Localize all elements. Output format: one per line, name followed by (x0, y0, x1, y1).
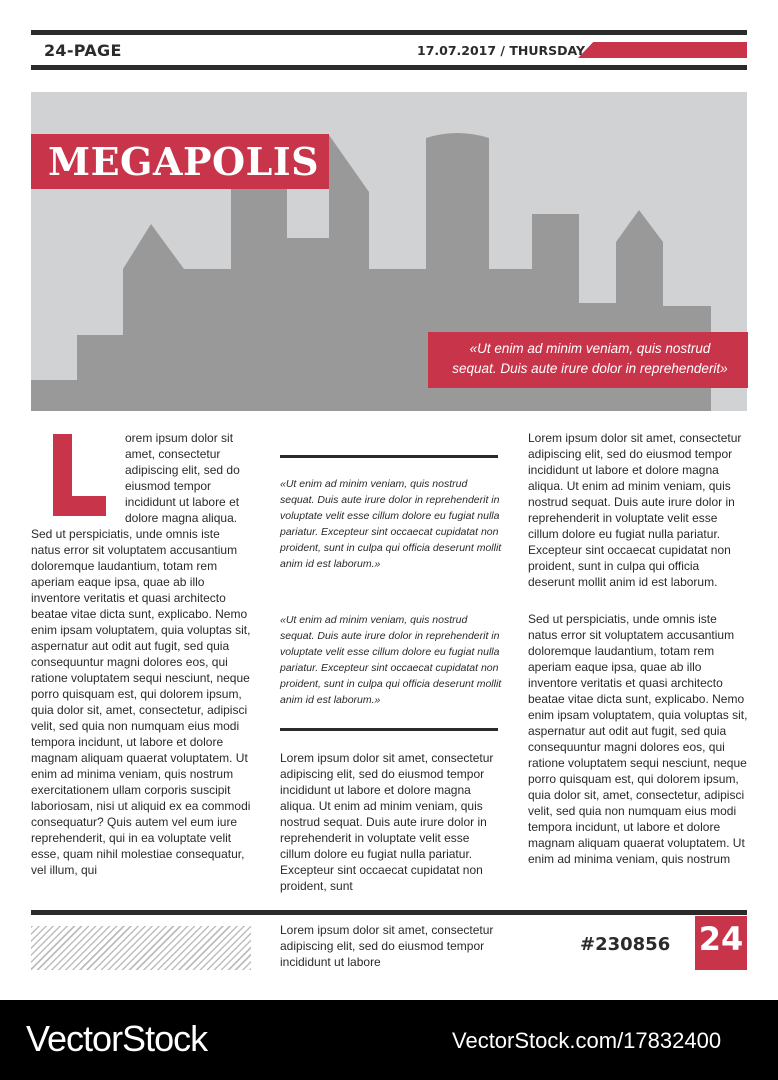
masthead-title: MEGAPOLIS (48, 139, 320, 184)
date-value: 17.07.2017 (417, 43, 497, 58)
watermark-url: VectorStock.com/17832400 (452, 1028, 722, 1053)
footer-rule (31, 910, 747, 915)
page-label: 24-PAGE (44, 41, 122, 60)
header-top-rule (31, 30, 747, 35)
article-body-column-3-para-2: Sed ut perspiciatis, unde omnis iste natus error sit voluptatem accusantium doloremque laudantium, totam rem aperiam eaque ipsa, quae ab illo inventore veritatis et quasi architecto beatae vitae dicta sunt, explicabo. Nemo enim ipsam voluptatem, quia voluptas sit, aspernatur aut odit aut fugit, sed quia consequuntur magni dolores eos, qui ratione voluptatem sequi nesciunt, neque porro quisquam est, qui dolorem ipsum, quia dolor sit, amet, consectetur, adipisci velit, sed quia non numquam eius modi tempora incidunt, ut labore et dolore magnam aliquam quaerat voluptatem. Ut enim ad minima veniam, quis nostrum (528, 612, 748, 866)
drop-cap (53, 434, 106, 516)
pullquote-top-rule (280, 455, 498, 458)
footer-text: Lorem ipsum dolor sit amet, consectetur adipiscing elit, sed do eiusmod tempor incididunt ut labore (280, 923, 494, 969)
pullquote-1: «Ut enim ad minim veniam, quis nostrud sequat. Duis aute irure dolor in reprehenderit in voluptate velit esse cillum dolore eu fugiat nulla pariatur. Excepteur sint occaecat cupidatat non proident, sunt in culpa qui officia deserunt mollit anim id est laborum.» (280, 478, 502, 570)
issue-date (417, 43, 585, 58)
hero-quote-line-2: sequat. Duis aute irure dolor in reprehenderit» (452, 361, 728, 376)
drop-cap-letter (53, 434, 106, 516)
date-separator: / (496, 43, 510, 58)
article-body-column-1: Sed ut perspiciatis, unde omnis iste natus error sit voluptatem accusantium doloremque laudantium, totam rem aperiam eaque ipsa, quae ab illo inventore veritatis et quasi architecto beatae vitae dicta sunt, explicabo. Nemo enim ipsam voluptatem, quia voluptas sit, aspernatur aut odit aut fugit, sed quia consequuntur magni dolores eos, qui ratione voluptatem sequi nesciunt, neque porro quisquam est, qui dolorem ipsum, quia dolor sit, amet, consectetur, adipisci velit, sed quia non numquam eius modi tempora incidunt, ut labore et dolore magnam aliquam quaerat voluptatem. Ut enim ad minima veniam, quis nostrum exercitationem ullam corporis suscipit laboriosam, nisi ut aliquid ex ea commodi consequatur? Quis autem vel eum iure reprehenderit, qui in ea voluptate velit esse, quam nihil molestiae consequatur, vel illum, qui (31, 527, 251, 877)
hero-quote (434, 339, 746, 379)
page-number: 24 (698, 920, 744, 958)
weekday: THURSDAY (509, 43, 586, 58)
watermark-brand: VectorStock (26, 1018, 208, 1059)
header-bottom-rule (31, 65, 747, 70)
pullquote-2: «Ut enim ad minim veniam, quis nostrud sequat. Duis aute irure dolor in reprehenderit in voluptate velit esse cillum dolore eu fugiat nulla pariatur. Excepteur sint occaecat cupidatat non proident, sunt in culpa qui officia deserunt mollit anim id est laborum.» (280, 614, 502, 706)
hero-quote-line-1: «Ut enim ad minim veniam, quis nostrud (469, 341, 711, 356)
issue-number: #230856 (580, 934, 671, 955)
footer-hatch-pattern (31, 926, 251, 970)
header-accent-stripe (578, 42, 747, 58)
article-body-column-3-para-1: Lorem ipsum dolor sit amet, consectetur adipiscing elit, sed do eiusmod tempor incididunt ut labore et dolore magna aliqua. Ut enim ad minim veniam, quis nostrud sequat. Duis aute irure dolor in reprehenderit in voluptate velit esse cillum dolore eu fugiat nulla pariatur. Excepteur sint occaecat cupidatat non proident, sunt in culpa qui officia deserunt mollit anim id est laborum. (528, 431, 742, 589)
article-intro: orem ipsum dolor sit amet, consectetur adipiscing elit, sed do eiusmod tempor incididunt ut labore et dolore magna aliqua. (125, 431, 240, 525)
drop-cap-letter-text: L (53, 514, 54, 515)
article-body-column-2: Lorem ipsum dolor sit amet, consectetur adipiscing elit, sed do eiusmod tempor incididunt ut labore et dolore magna aliqua. Ut enim ad minim veniam, quis nostrud sequat. Duis aute irure dolor in reprehenderit in voluptate velit esse cillum dolore eu fugiat nulla pariatur. Excepteur sint occaecat cupidatat non proident, sunt (280, 751, 494, 893)
pullquote-bottom-rule (280, 728, 498, 731)
